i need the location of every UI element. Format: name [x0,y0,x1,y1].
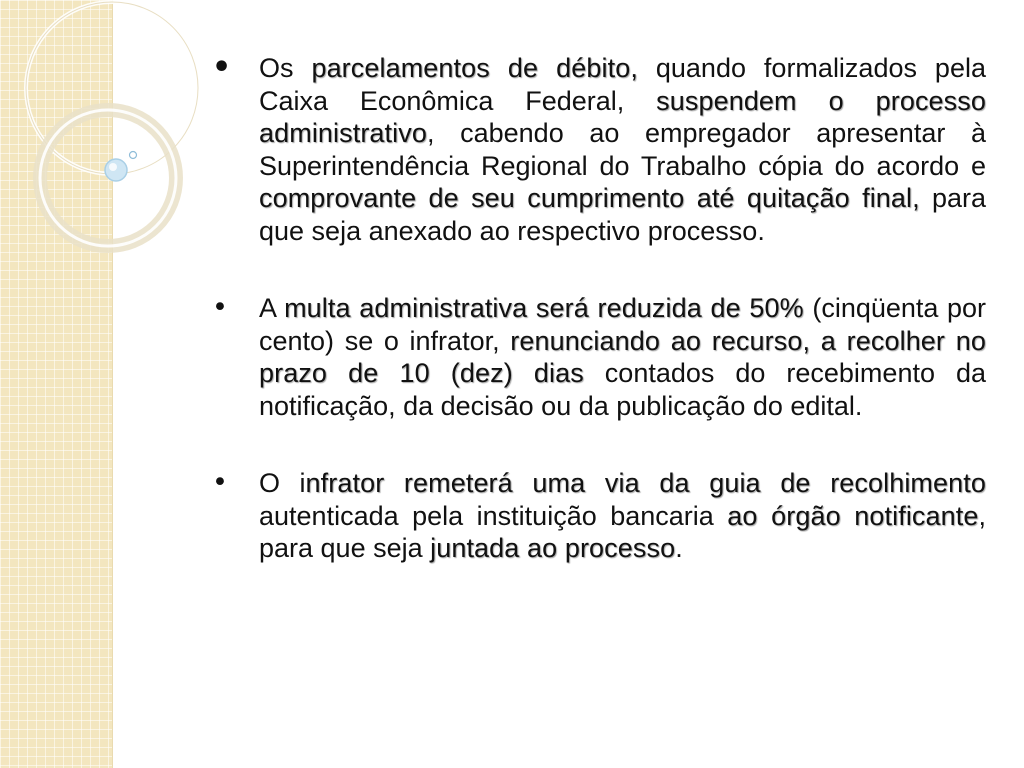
bullet-text [259,293,986,421]
bullet-icon: • [212,50,232,85]
emphasized-segment: nfrator remeterá uma via da guia de recolhimento [305,468,986,498]
decorative-rings [0,0,160,280]
bullet-text [259,53,986,246]
bullet-item-infrator [212,467,986,565]
text-segment: (cinqüenta por cento) se o infrator, [259,293,987,356]
text-segment: , cabendo ao empregador apresentar à Superintendência Regional do Trabalho cópia do acordo e [259,118,986,181]
emphasized-segment: multa administrativa será reduzida de 50% [284,293,804,323]
emphasized-segment: comprovante de seu cumprimento até quitação final, [259,183,920,213]
text-segment: Os [259,53,312,83]
text-segment: , para que seja [259,500,986,563]
bullet-item-parcelamentos [212,52,986,247]
text-segment: contados do recebimento da notificação, da decisão ou da publicação do edital. [259,358,986,421]
bullet-text [259,468,986,563]
emphasized-segment: renunciando ao recurso, a recolher no prazo de 10 (dez) dias [259,325,987,388]
text-segment: autenticada pela instituição bancaria [259,500,728,531]
emphasized-segment: juntada ao processo [430,533,676,563]
emphasized-segment: ao órgão notificante [727,500,979,531]
text-segment: A [259,293,285,323]
emphasized-segment: parcelamentos de débito, [311,53,638,83]
bullet-icon: • [212,292,228,323]
bullet-icon: • [212,467,228,498]
emphasized-segment: suspendem o processo administrativo [259,85,986,148]
bullet-item-multa [212,292,986,422]
bullet-list [212,52,986,610]
text-segment: quando formalizados pela Caixa Econômica Federal, [259,53,986,116]
text-segment: O i [259,468,306,498]
text-segment: . [675,533,683,563]
text-segment: para que seja anexado ao respectivo processo. [259,183,987,246]
